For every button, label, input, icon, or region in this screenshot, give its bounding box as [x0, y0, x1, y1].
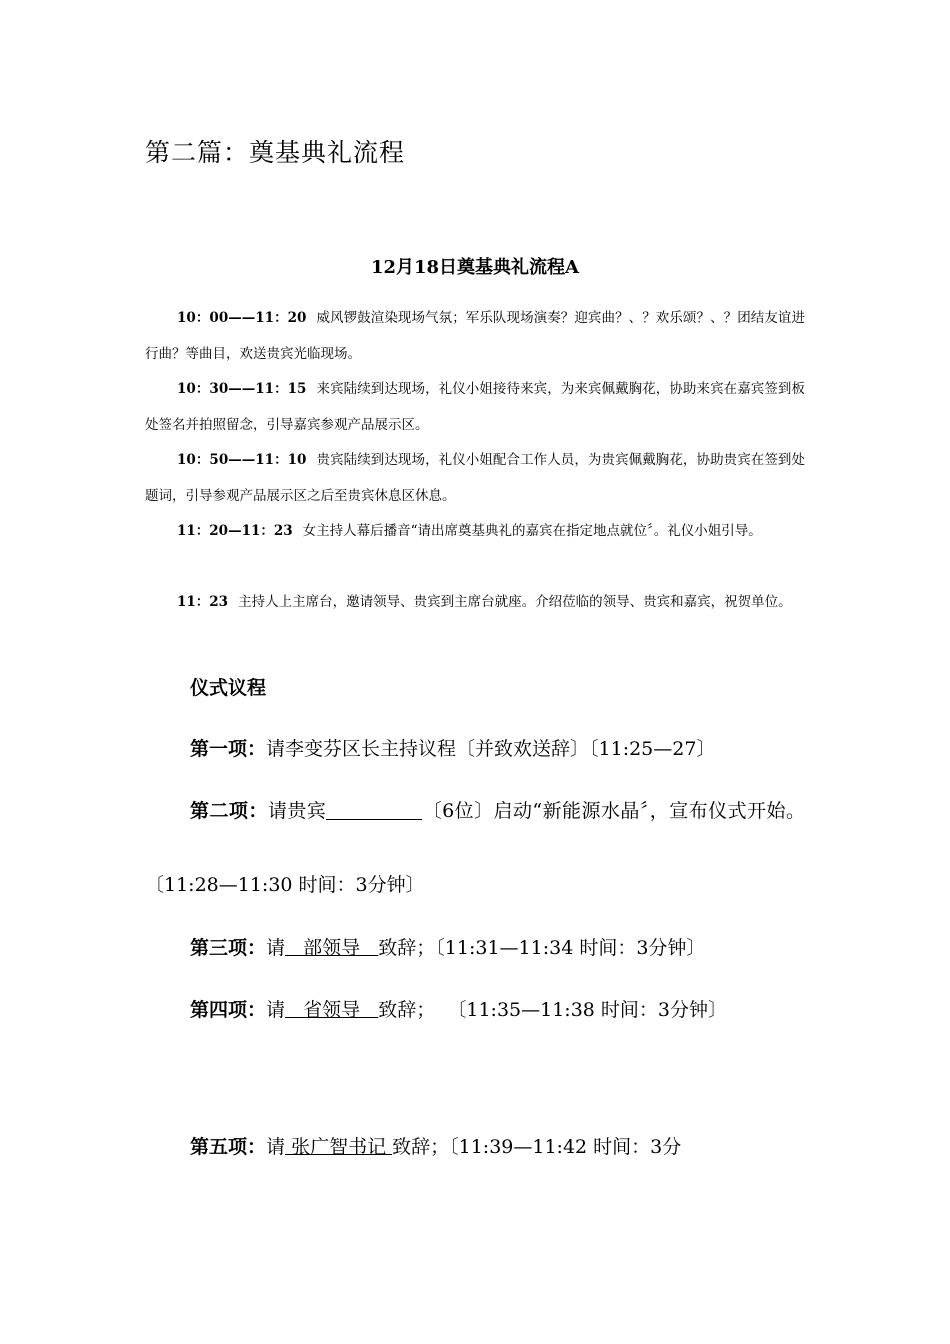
schedule-time: 11：20—11：23	[177, 523, 293, 539]
schedule-item	[145, 513, 805, 549]
agenda-text: 致辞；〔11:39—11:42 时间：3分	[392, 1136, 682, 1158]
speaker-blank: 张广智书记	[285, 1136, 393, 1158]
schedule-time: 10：30——11：15	[177, 381, 307, 397]
schedule-text: 威风锣鼓渲染现场气氛；军乐队现场演奏？迎宾曲？、？欢乐颂？、？团结友谊进行曲？等曲目，欢送贵宾光临现场。	[145, 310, 805, 362]
schedule-time: 11：23	[177, 594, 229, 610]
agenda-label: 第一项：	[190, 738, 267, 760]
agenda-text: 请	[266, 999, 286, 1021]
agenda-text: 致辞；〔11:31—11:34 时间：3分钟〕	[378, 937, 706, 959]
schedule-item	[145, 584, 805, 620]
agenda-item	[145, 1110, 805, 1184]
schedule-text: 女主持人幕后播音“请出席奠基典礼的嘉宾在指定地点就位〞。礼仪小姐引导。	[302, 523, 762, 539]
schedule-text: 来宾陆续到达现场，礼仪小姐接待来宾，为来宾佩戴胸花，协助来宾在嘉宾签到板处签名并拍照留念，引导嘉宾参观产品展示区。	[145, 381, 805, 433]
agenda-label: 第五项：	[190, 1136, 267, 1158]
schedule-text: 主持人上主席台，邀请领导、贵宾到主席台就座。介绍莅临的领导、贵宾和嘉宾，祝贺单位。	[238, 594, 792, 610]
agenda-item	[145, 774, 805, 922]
speaker-blank: 省领导	[285, 999, 379, 1021]
schedule-item	[145, 371, 805, 443]
agenda-text: 〔6位〕启动“新能源水晶〞，宣布仪式开始。〔11:28—11:30 时间：3分钟〕	[145, 800, 805, 896]
agenda-heading: 仪式议程	[190, 677, 267, 699]
speaker-blank: 部领导	[285, 937, 379, 959]
agenda-text: 致辞； 〔11:35—11:38 时间：3分钟〕	[378, 999, 727, 1021]
agenda-text: 请贵宾	[267, 800, 327, 822]
agenda-text: 请李变芬区长主持议程〔并致欢送辞〕〔11:25—27〕	[266, 738, 716, 760]
schedule-item	[145, 442, 805, 514]
agenda-label: 第三项：	[190, 937, 267, 959]
agenda-text: 请	[266, 937, 286, 959]
agenda-text: 请	[266, 1136, 286, 1158]
schedule-item	[145, 300, 805, 372]
schedule-time: 10：50——11：10	[177, 452, 307, 468]
agenda-label: 第二项：	[190, 800, 268, 822]
fill-in-blank	[326, 797, 422, 820]
document-title: 12月18日奠基典礼流程A	[370, 257, 580, 278]
agenda-label: 第四项：	[190, 999, 267, 1021]
schedule-text: 贵宾陆续到达现场，礼仪小姐配合工作人员，为贵宾佩戴胸花，协助贵宾在签到处题词，引导参观产品展示区之后至贵宾休息区休息。	[145, 452, 805, 504]
agenda-item	[145, 973, 805, 1047]
schedule-time: 10：00——11：20	[177, 310, 307, 326]
chapter-title: 第二篇：奠基典礼流程	[145, 138, 406, 167]
